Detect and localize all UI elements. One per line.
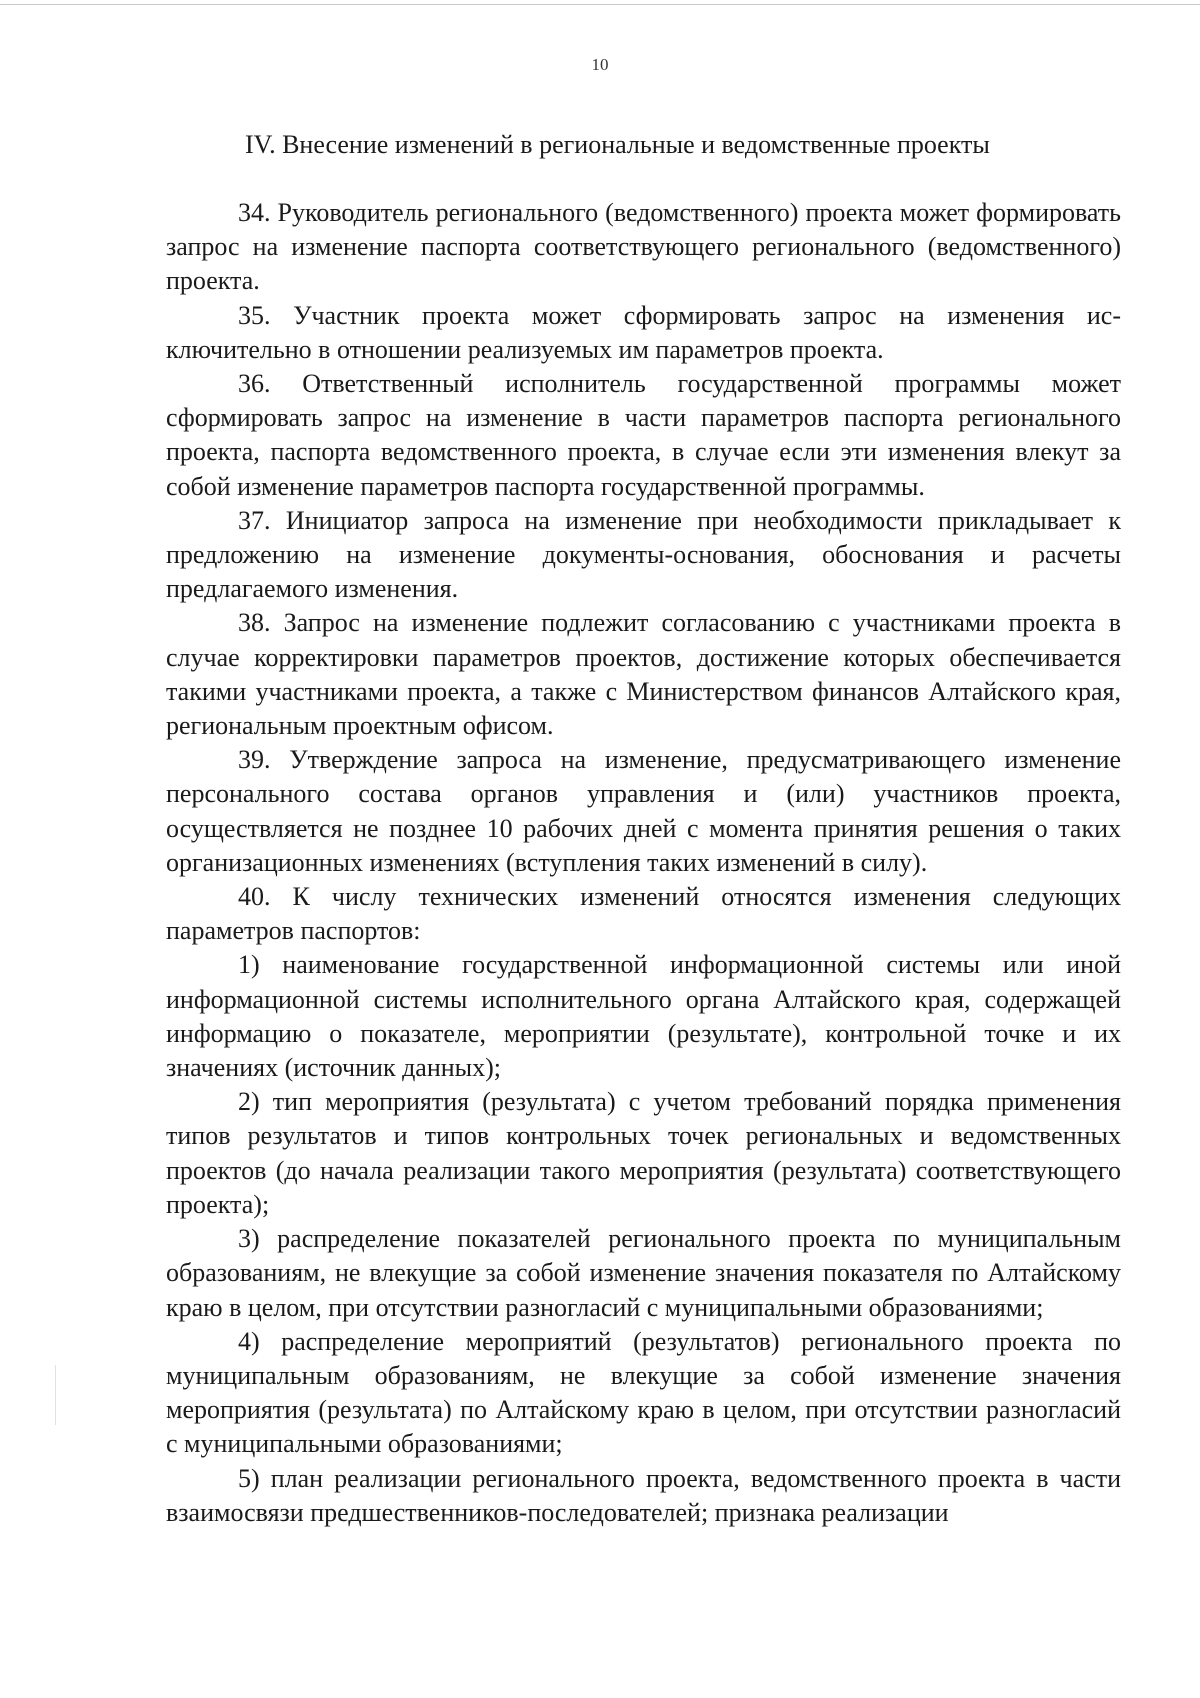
page-number: 10 xyxy=(591,55,609,74)
paragraph-37: 37. Инициатор запроса на изменение при необходимости прикладывает к предложению на изменение документы-основания, обоснования и расчеты предлагаемого изменения. xyxy=(166,505,1121,604)
list-item-3: 3) распределение показателей регионального проекта по муниципальным образованиям, не влекущие за собой изменение значения показателя по Алтайскому краю в целом, при отсутствии разногласий с муниципальными образованиями; xyxy=(166,1224,1121,1322)
list-item-1: 1) наименование государственной информационной системы или иной информационной системы исполнительного органа Алтайского края, содержащей информацию о показателе, мероприятии (результате), контрольной точке и их значениях (источник данных); xyxy=(166,950,1121,1083)
paragraph-35: 35. Участник проекта может сформировать запрос на изменения исключительно в отношении реализуемых им параметров проекта. xyxy=(166,300,1121,364)
body-text xyxy=(166,196,1121,1530)
paragraph-38: 38. Запрос на изменение подлежит согласованию с участниками проекта в случае корректировки параметров проектов, достижение которых обеспечивается такими участниками проекта, а также с Министерством финансов Алтайского края, региональным проектным офисом. xyxy=(166,608,1121,741)
top-edge-line xyxy=(0,4,1200,5)
list-item-2: 2) тип мероприятия (результата) с учетом требований порядка применения типов результатов и типов контрольных точек региональных и ведомственных проектов (до начала реализации такого мероприятия (результата) соответствующего проекта); xyxy=(166,1087,1121,1219)
paragraph-34: 34. Руководитель регионального (ведомственного) проекта может формировать запрос на изменение паспорта соответствующего регионального (ведомственного) проекта. xyxy=(166,198,1121,296)
scan-margin-mark xyxy=(55,1365,56,1425)
list-item-5: 5) план реализации регионального проекта, ведомственного проекта в части взаимосвязи предшественников-последователей; признака реализации xyxy=(166,1463,1121,1527)
section-heading: IV. Внесение изменений в региональные и ведомственные проекты xyxy=(245,130,990,159)
paragraph-40: 40. К числу технических изменений относятся изменения следующих параметров паспортов: xyxy=(166,882,1121,946)
paragraph-36: 36. Ответственный исполнитель государственной программы может сформировать запрос на изменение в части параметров паспорта регионального проекта, паспорта ведомственного проекта, в случае если эти изменения влекут за собой изменение параметров паспорта государственной программы. xyxy=(166,369,1121,501)
paragraph-39: 39. Утверждение запроса на изменение, предусматривающего изменение персонального состава органов управления и (или) участников проекта, осуществляется не позднее 10 рабочих дней с момента принятия решения о таких организационных изменениях (вступления таких изменений в силу). xyxy=(166,745,1121,877)
list-item-4: 4) распределение мероприятий (результатов) регионального проекта по муниципальным образованиям, не влекущие за собой изменение значения мероприятия (результата) по Алтайскому краю в целом, при отсутствии разногласий с муниципальными образованиями; xyxy=(166,1326,1121,1459)
